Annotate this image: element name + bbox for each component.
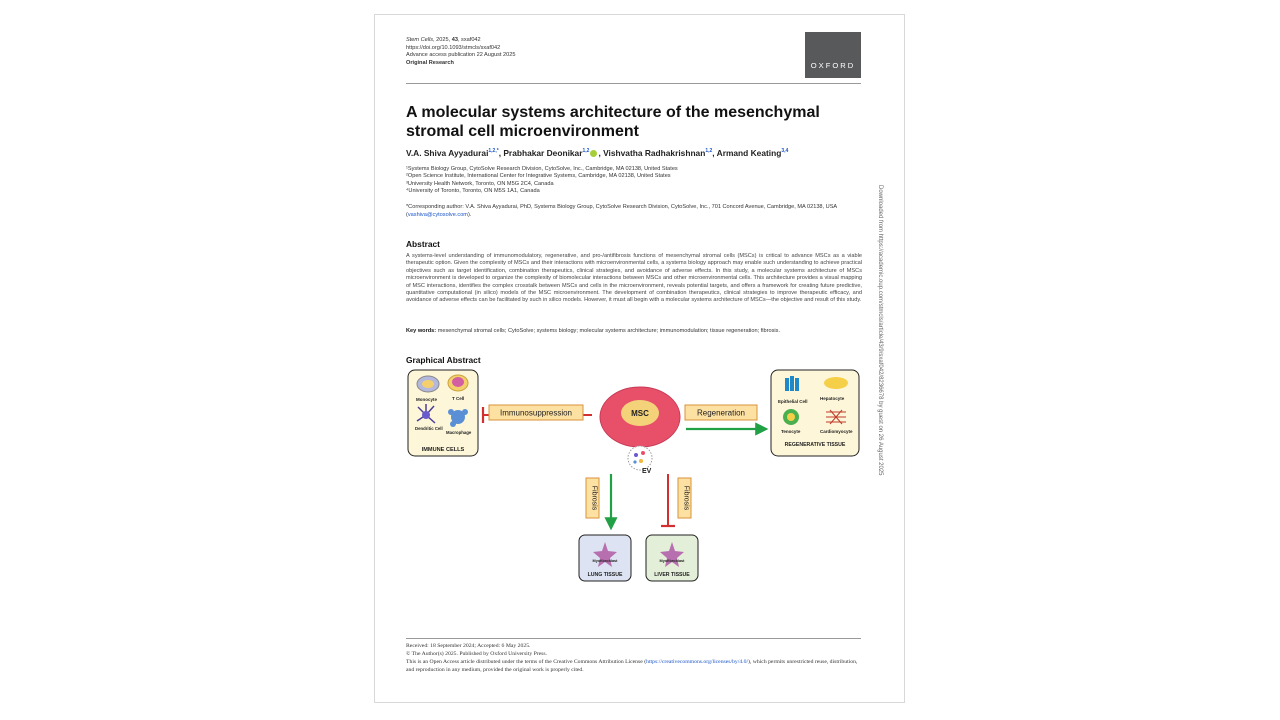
article-id: , sxaf042 xyxy=(457,37,481,43)
received-dates: Received: 18 September 2024; Accepted: 6 May 2025. xyxy=(406,643,531,649)
footer xyxy=(406,643,862,675)
affiliation-4: ⁴University of Toronto, Toronto, ON M5S 1A1, Canada xyxy=(406,188,540,195)
regenerative-tissue-panel xyxy=(771,370,859,456)
keywords-label: Key words: xyxy=(406,328,437,334)
author-2[interactable]: Prabhakar Deonikar xyxy=(503,148,583,158)
lung-tissue-panel xyxy=(579,535,631,581)
regeneration-label: Regeneration xyxy=(696,408,746,418)
download-note xyxy=(873,185,887,545)
affiliation-1: ¹Systems Biology Group, CytoSolve Research Division, CytoSolve, Inc., Cambridge, MA 02138, United States xyxy=(406,166,678,172)
msc-label: MSC xyxy=(631,409,649,418)
journal-name: Stem Cells xyxy=(406,37,434,43)
license xyxy=(406,659,862,675)
affiliations xyxy=(406,166,678,196)
advance-access: Advance access publication 22 August 2025 xyxy=(406,52,516,59)
fibrosis-left-label: Fibrosis xyxy=(590,485,598,511)
dendritic-label: Dendritic Cell xyxy=(415,426,443,431)
doi-link[interactable]: https://doi.org/10.1093/stmcls/sxaf042 xyxy=(406,44,501,51)
article-meta xyxy=(406,37,515,67)
author-3[interactable]: Vishvatha Radhakrishnan xyxy=(603,148,706,158)
liver-myofibroblast-label: Myofibroblast xyxy=(659,559,685,563)
affiliation-3: ³University Health Network, Toronto, ON M5G 2C4, Canada xyxy=(406,180,554,187)
ev-label: EV xyxy=(642,468,652,475)
license-pre: This is an Open Access article distributed under the terms of the Creative Commons Attribution License ( xyxy=(406,658,647,665)
tcell-label: T Cell xyxy=(452,396,465,401)
monocyte-label: Monocyte xyxy=(416,397,438,402)
corresponding-end: ). xyxy=(467,211,472,218)
lung-myofibroblast-label: Myofibroblast xyxy=(592,559,618,563)
liver-tissue-panel xyxy=(646,535,698,581)
lung-tissue-label: LUNG TISSUE xyxy=(587,572,623,578)
corresponding-text: *Corresponding author: V.A. Shiva Ayyadurai, PhD, Systems Biology Group, CytoSolve Research Division, CytoSolve, Inc., 701 Concord Avenue, Cambridge, MA 02138, USA ( xyxy=(406,204,837,218)
liver-tissue-label: LIVER TISSUE xyxy=(654,572,690,578)
affiliation-2: ²Open Science Institute, International Center for Integrative Systems, Cambridge, MA 02138, United States xyxy=(406,173,671,180)
macrophage-label: Macrophage xyxy=(446,430,472,435)
corresponding-author xyxy=(406,204,862,219)
author-1-affil: 1,2,* xyxy=(488,148,499,155)
immunosuppression-label: Immunosuppression xyxy=(499,408,573,418)
immune-cells-label: IMMUNE CELLS xyxy=(421,447,465,453)
oxford-logo: OXFORD xyxy=(805,32,861,78)
paper-page xyxy=(374,14,905,703)
regenerative-tissue-label: REGENERATIVE TISSUE xyxy=(784,442,846,448)
cardiomyocyte-label: Cardiomyocyte xyxy=(820,429,853,434)
volume: 43 xyxy=(451,37,458,43)
citation-year: , 2025, xyxy=(433,37,452,43)
ev-icon xyxy=(628,446,652,470)
author-list: V.A. Shiva Ayyadurai$^{1,2,*}$, Prabhakar Deonikar$^{1,2}$ , Vishvatha Radhakrishnan$^{1,2}$, Armand Keating$^{3,4}$ xyxy=(406,148,789,158)
author-4[interactable]: Armand Keating xyxy=(716,148,782,158)
keywords-text: mesenchymal stromal cells; CytoSolve; systems biology; molecular systems architecture; immunomodulation; tissue regeneration; fibrosis. xyxy=(436,328,780,334)
author-1[interactable]: V.A. Shiva Ayyadurai xyxy=(406,148,489,158)
paper-title: A molecular systems architecture of the mesenchymal stromal cell microenvironment xyxy=(406,104,820,140)
abstract-heading: Abstract xyxy=(406,239,440,249)
immune-cells-panel xyxy=(408,370,478,456)
license-post: ), which permits unrestricted reuse, distribution, and reproduction in any medium, provided the original work is properly cited. xyxy=(406,658,858,673)
hepatocyte-label: Hepatocyte xyxy=(820,396,845,401)
header-divider xyxy=(406,83,861,84)
author-4-affil: 3,4 xyxy=(781,148,789,155)
license-link[interactable]: https://creativecommons.org/licenses/by/4.0/ xyxy=(646,658,749,665)
cardiomyocyte-icon xyxy=(826,410,846,424)
corresponding-email-link[interactable]: vashiva@cytosolve.com xyxy=(407,211,468,218)
keywords xyxy=(406,328,862,335)
download-note-text: Downloaded from https://academic.oup.com/stmcls/article/43/9/sxaf042/8236678 by guest on 26 August 2025 xyxy=(877,185,883,476)
graphical-abstract-heading: Graphical Abstract xyxy=(406,355,481,365)
article-type: Original Research xyxy=(406,59,454,66)
abstract-text: A systems-level understanding of immunomodulatory, regenerative, and pro-/antifibrosis functions of mesenchymal stromal cells (MSCs) is critical to advance MSCs as a viable therapeutic option. Given the complexity of MSCs and their interactions with microenvironmental cells, a systems biology approach may enable such understanding to achieve practical objectives such as target identification, combination therapeutics, clinical strategies, and avoidance of adverse effects. In this study, a molecular systems architecture of MSCs microenvironment is developed to organize the complexity of biomolecular interactions between MSCs and other microenvironmental cells. This architecture provides a visual mapping of MSC interactions, identifies the complex crosstalk between MSCs and cells in the microenvironment, reveals potential targets, and offers a framework for creating future predictive, quantitative computational (in silico) models of the MSC microenvironment. The development of combination therapeutics, clinical strategies to improve therapeutic efficacy, and avoidance of adverse effects can be facilitated by such in silico models. However, it must all begin with a molecular systems architecture of MSCs—the objective and result of this study. xyxy=(406,253,862,304)
graphical-abstract-figure xyxy=(406,370,862,578)
fibrosis-right-label: Fibrosis xyxy=(682,485,690,511)
copyright: © The Author(s) 2025. Published by Oxford University Press. xyxy=(406,650,548,657)
epithelial-label: Epithelial Cell xyxy=(778,399,808,404)
tenocyte-label: Tenocyte xyxy=(781,429,801,434)
author-2-affil: 1,2 xyxy=(582,148,590,155)
footer-divider xyxy=(406,638,861,639)
author-3-affil: 1,2 xyxy=(705,148,713,155)
orcid-icon[interactable] xyxy=(590,150,597,157)
